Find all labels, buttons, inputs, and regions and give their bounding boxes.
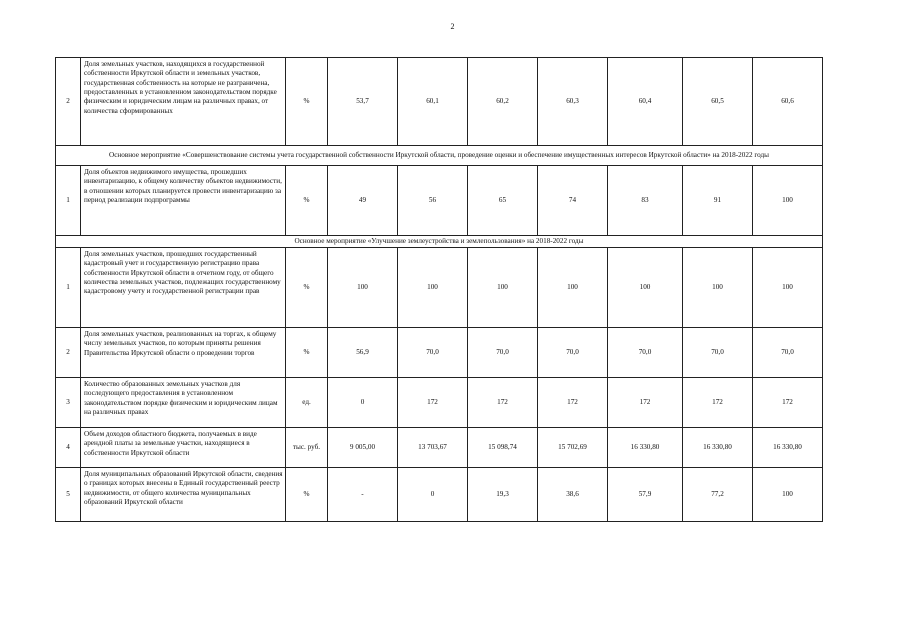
indicator-name: Объем доходов областного бюджета, получаемых в виде арендной платы за земельные участки, находящиеся в собственности Иркутской области xyxy=(81,428,286,468)
indicator-name: Доля земельных участков, находящихся в государственной собственности Иркутской области и земельных участков, государственная собственность на которые не разграничена, предоставленных в установленном законодательством порядке физическим и юридическим лицам на различных правах, от количества сформированных xyxy=(81,58,286,146)
value-cell: 100 xyxy=(683,248,753,328)
row-number: 3 xyxy=(56,378,81,428)
value-cell: 57,9 xyxy=(608,468,683,522)
section-title: Основное мероприятие «Улучшение землеустройства и землепользования» на 2018-2022 годы xyxy=(56,236,823,248)
value-cell: 100 xyxy=(753,166,823,236)
value-cell: 100 xyxy=(328,248,398,328)
value-cell: 60,1 xyxy=(398,58,468,146)
value-cell: 15 098,74 xyxy=(468,428,538,468)
value-cell: 172 xyxy=(538,378,608,428)
value-cell: 60,5 xyxy=(683,58,753,146)
value-cell: 60,4 xyxy=(608,58,683,146)
section-header-row xyxy=(56,146,823,166)
value-cell: 16 330,80 xyxy=(608,428,683,468)
value-cell: 15 702,69 xyxy=(538,428,608,468)
value-cell: 100 xyxy=(753,248,823,328)
indicator-name: Количество образованных земельных участков для последующего предоставления в установленном законодательством порядке физическим и юридическим лицам на различных правах xyxy=(81,378,286,428)
value-cell: 74 xyxy=(538,166,608,236)
row-number: 4 xyxy=(56,428,81,468)
value-cell: 172 xyxy=(608,378,683,428)
value-cell: 100 xyxy=(753,468,823,522)
table-row xyxy=(56,428,823,468)
value-cell: 60,6 xyxy=(753,58,823,146)
value-cell: 65 xyxy=(468,166,538,236)
value-cell: 70,0 xyxy=(398,328,468,378)
value-cell: 100 xyxy=(398,248,468,328)
table-row xyxy=(56,468,823,522)
row-number: 1 xyxy=(56,166,81,236)
indicators-body xyxy=(56,58,823,522)
value-cell: 100 xyxy=(468,248,538,328)
section-title: Основное мероприятие «Совершенствование системы учета государственной собственности Иркутской области, проведение оценки и обеспечение имущественных интересов Иркутской области» на 2018-2022 годы xyxy=(56,146,823,166)
value-cell: 56 xyxy=(398,166,468,236)
indicator-name: Доля объектов недвижимого имущества, прошедших инвентаризацию, к общему количеству объектов недвижимости, в отношении которых планируется провести инвентаризацию за период реализации подпрограммы xyxy=(81,166,286,236)
unit-cell: % xyxy=(286,248,328,328)
value-cell: 49 xyxy=(328,166,398,236)
table-row xyxy=(56,378,823,428)
value-cell: 100 xyxy=(538,248,608,328)
value-cell: 77,2 xyxy=(683,468,753,522)
unit-cell: % xyxy=(286,58,328,146)
value-cell: 70,0 xyxy=(608,328,683,378)
value-cell: 100 xyxy=(608,248,683,328)
unit-cell: % xyxy=(286,328,328,378)
value-cell: 60,3 xyxy=(538,58,608,146)
value-cell: 70,0 xyxy=(468,328,538,378)
value-cell: 38,6 xyxy=(538,468,608,522)
value-cell: 172 xyxy=(753,378,823,428)
unit-cell: ед. xyxy=(286,378,328,428)
value-cell: 53,7 xyxy=(328,58,398,146)
value-cell: 172 xyxy=(468,378,538,428)
value-cell: 70,0 xyxy=(538,328,608,378)
value-cell: 70,0 xyxy=(683,328,753,378)
table-row xyxy=(56,328,823,378)
unit-cell: % xyxy=(286,468,328,522)
value-cell: 83 xyxy=(608,166,683,236)
value-cell: 19,3 xyxy=(468,468,538,522)
row-number: 5 xyxy=(56,468,81,522)
indicator-name: Доля земельных участков, реализованных на торгах, к общему числу земельных участков, по которым приняты решения Правительства Иркутской области о проведении торгов xyxy=(81,328,286,378)
indicator-name: Доля земельных участков, прошедших государственный кадастровый учет и государственную регистрацию права собственности Иркутской области в отчетном году, от общего количества земельных участков, подлежащих государственному кадастровому учету и государственной регистрации прав xyxy=(81,248,286,328)
value-cell: 0 xyxy=(328,378,398,428)
value-cell: 91 xyxy=(683,166,753,236)
section-header-row xyxy=(56,236,823,248)
value-cell: 16 330,80 xyxy=(683,428,753,468)
row-number: 2 xyxy=(56,328,81,378)
indicator-name: Доля муниципальных образований Иркутской области, сведения о границах которых внесены в Единый государственный реестр недвижимости, от общего количества муниципальных образований Иркутской области xyxy=(81,468,286,522)
unit-cell: тыс. руб. xyxy=(286,428,328,468)
row-number: 2 xyxy=(56,58,81,146)
table-row xyxy=(56,166,823,236)
value-cell: 172 xyxy=(683,378,753,428)
value-cell: 9 005,00 xyxy=(328,428,398,468)
value-cell: 0 xyxy=(398,468,468,522)
unit-cell: % xyxy=(286,166,328,236)
table-row xyxy=(56,58,823,146)
value-cell: 70,0 xyxy=(753,328,823,378)
indicators-table xyxy=(55,57,823,522)
value-cell: 172 xyxy=(398,378,468,428)
table-row xyxy=(56,248,823,328)
value-cell: 56,9 xyxy=(328,328,398,378)
page-number: 2 xyxy=(450,22,455,31)
value-cell: 16 330,80 xyxy=(753,428,823,468)
value-cell: 60,2 xyxy=(468,58,538,146)
value-cell: 13 703,67 xyxy=(398,428,468,468)
value-cell: - xyxy=(328,468,398,522)
row-number: 1 xyxy=(56,248,81,328)
